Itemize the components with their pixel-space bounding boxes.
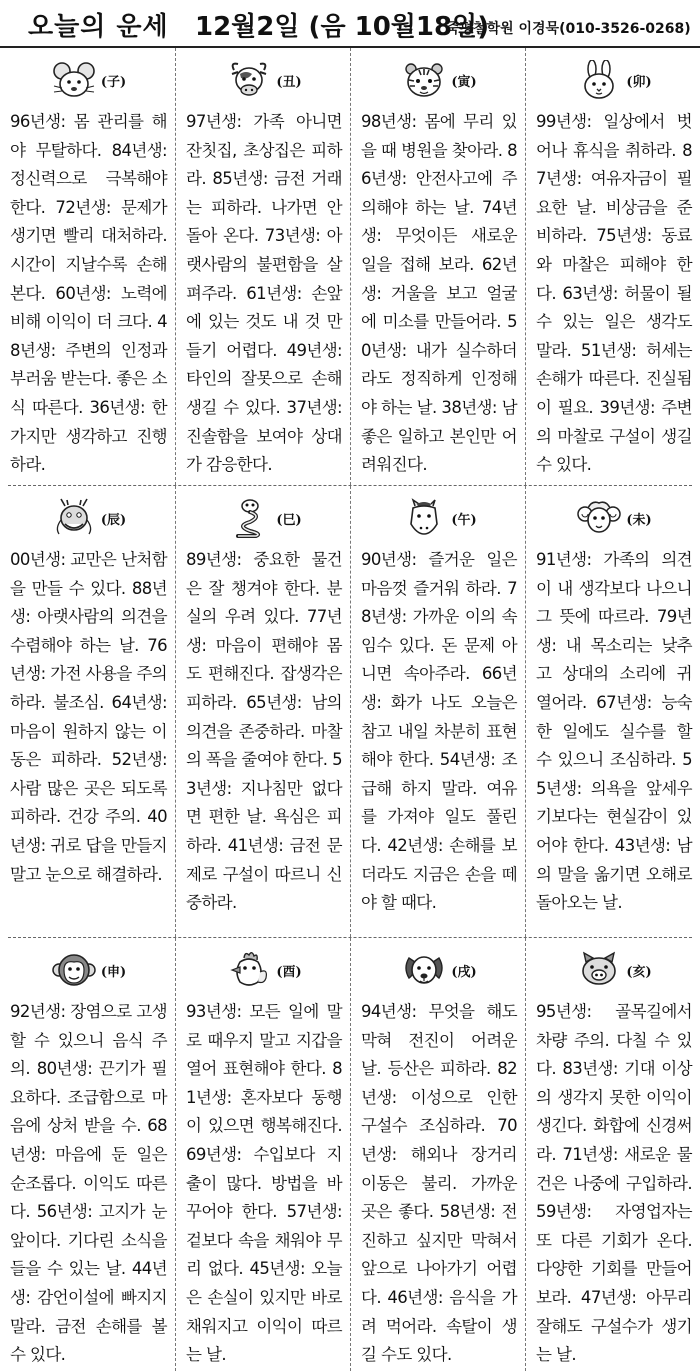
fortune-cell-dog	[350, 938, 525, 1371]
fortune-cell-dragon	[0, 486, 175, 937]
branch-label: (巳)	[276, 512, 302, 528]
rooster-icon	[226, 950, 272, 990]
page-header	[0, 0, 700, 48]
branch-label: (辰)	[100, 512, 127, 528]
page-title: 오늘의 운세	[28, 12, 169, 42]
fortune-text: 92년생: 장염으로 고생할 수 있으니 음식 주의. 80년생: 끈기가 필요하다. 조급함으로 마음에 상처 받을 수. 68년생: 마음에 둔 일은 순조롭다. 이익도 따른다. 56년생: 고지가 눈앞이다. 기다린 소식을 들을 수 있는 날. 44년생: 감언이설에 빠지지 말라. 금전 손해를 볼 수 있다.	[10, 1002, 167, 1365]
horse-icon	[401, 498, 447, 538]
branch-label: (午)	[451, 512, 477, 528]
branch-label: (卯)	[626, 74, 652, 90]
pig-icon	[576, 950, 622, 990]
date-label: 12월2일 (음 10월18일)	[195, 12, 490, 42]
fortune-text: 94년생: 무엇을 해도 막혀 전진이 어려운 날. 등산은 피하라. 82년생: 이성으로 인한 구설수 조심하라. 70년생: 해외나 장거리 이동은 불리. 가까운 곳은 좋다. 58년생: 전진하고 싶지만 막혀서 앞으로 나아가기 어렵다. 46년생: 음식을 가려 먹어라. 속탈이 생길 수도 있다.	[361, 1002, 517, 1365]
fortune-row	[0, 938, 700, 1371]
fortune-cell-rabbit	[525, 48, 700, 485]
rat-icon	[51, 60, 97, 100]
fortune-text: 91년생: 가족의 의견이 내 생각보다 나으니 그 뜻에 따르라. 79년생: 내 목소리는 낮추고 상대의 소리에 귀 열어라. 67년생: 능숙한 일에도 실수를 할 수 있으니 조심하라. 55년생: 의욕을 앞세우기보다는 현실감이 있어야 한다. 43년생: 남의 말을 옮기면 오해로 돌아오는 날.	[536, 550, 692, 913]
fortune-cell-sheep	[525, 486, 700, 937]
branch-label: (戌)	[451, 964, 477, 980]
fortune-cell-pig	[525, 938, 700, 1371]
branch-label: (申)	[100, 964, 127, 980]
monkey-icon	[51, 950, 97, 990]
fortune-grid	[0, 48, 700, 1371]
ox-icon	[226, 60, 272, 100]
branch-label: (未)	[626, 512, 652, 528]
fortune-text: 95년생: 골목길에서 차량 주의. 다칠 수 있다. 83년생: 기대 이상의 생각지 못한 이익이 생긴다. 화합에 신경써라. 71년생: 새로운 물건은 나중에 구입하라. 59년생: 자영업자는 또 다른 기회가 온다. 다양한 기회를 만들어 보라. 47년생: 아무리 잘해도 구설수가 생기는 날.	[536, 1002, 692, 1365]
dog-icon	[401, 950, 447, 990]
fortune-text: 98년생: 몸에 무리 있을 때 병원을 찾아라. 86년생: 안전사고에 주의해야 하는 날. 74년생: 무엇이든 새로운 일을 접해 보라. 62년생: 거울을 보고 얼굴에 미소를 만들어라. 50년생: 내가 실수하더라도 정직하게 인정해야 하는 날. 38년생: 남 좋은 일하고 본인만 어려워진다.	[361, 112, 517, 475]
sheep-icon	[576, 498, 622, 538]
dragon-icon	[51, 498, 97, 538]
rabbit-icon	[576, 60, 622, 100]
fortune-cell-monkey	[0, 938, 175, 1371]
fortune-row	[0, 48, 700, 485]
fortune-text: 00년생: 교만은 난처함을 만들 수 있다. 88년생: 아랫사람의 의견을 수렴해야 하는 날. 76년생: 가전 사용을 주의하라. 불조심. 64년생: 마음이 원하지 않는 이동은 피하라. 52년생: 사람 많은 곳은 되도록 피하라. 건강 주의. 40년생: 귀로 답을 만들지 말고 눈으로 해결하라.	[10, 550, 167, 884]
fortune-cell-rooster	[175, 938, 350, 1371]
fortune-row	[0, 486, 700, 937]
fortune-text: 89년생: 중요한 물건은 잘 챙겨야 한다. 분실의 우려 있다. 77년생: 마음이 편해야 몸도 편해진다. 잡생각은 피하라. 65년생: 남의 의견을 존중하라. 마찰의 폭을 줄여야 한다. 53년생: 지나침만 없다면 편한 날. 욕심은 피하라. 41년생: 금전 문제로 구설이 따르니 신중하라.	[186, 550, 342, 913]
author-credit: 죽평철학원 이경묵(010-3526-0268)	[446, 21, 691, 37]
branch-label: (酉)	[276, 964, 302, 980]
fortune-text: 93년생: 모든 일에 말로 때우지 말고 지갑을 열어 표현해야 한다. 81년생: 혼자보다 동행이 있으면 행복해진다. 69년생: 수입보다 지출이 많다. 방법을 바꾸어야 한다. 57년생: 겉보다 속을 채워야 무리 없다. 45년생: 오늘은 손실이 있지만 바로 채워지고 이익이 따르는 날.	[186, 1002, 342, 1365]
fortune-cell-horse	[350, 486, 525, 937]
fortune-text: 99년생: 일상에서 벗어나 휴식을 취하라. 87년생: 여유자금이 필요한 날. 비상금을 준비하라. 75년생: 동료와 마찰은 피해야 한다. 63년생: 허물이 될 수 있는 일은 생각도 말라. 51년생: 허세는 손해가 따른다. 진실됨이 필요. 39년생: 주변의 마찰로 구설이 생길 수 있다.	[536, 112, 692, 475]
fortune-text: 96년생: 몸 관리를 해야 무탈하다. 84년생: 정신력으로 극복해야 한다. 72년생: 문제가 생기면 빨리 대처하라. 시간이 지날수록 손해 본다. 60년생: 노력에 비해 이익이 더 크다. 48년생: 주변의 인정과 부러움 받는다. 좋은 소식 따른다. 36년생: 한 가지만 생각하고 진행하라.	[10, 112, 167, 475]
snake-icon	[226, 498, 272, 538]
fortune-text: 90년생: 즐거운 일은 마음껏 즐거워 하라. 78년생: 가까운 이의 속임수 있다. 돈 문제 아니면 속아주라. 66년생: 화가 나도 오늘은 참고 내일 차분히 표현해야 한다. 54년생: 조급해 하지 말라. 여유를 가져야 일도 풀린다. 42년생: 손해를 보더라도 지금은 손을 떼야 할 때다.	[361, 550, 517, 913]
tiger-icon	[401, 60, 447, 100]
fortune-cell-ox	[175, 48, 350, 485]
branch-label: (丑)	[276, 74, 302, 90]
branch-label: (寅)	[451, 74, 477, 90]
fortune-cell-snake	[175, 486, 350, 937]
fortune-cell-rat	[0, 48, 175, 485]
fortune-text: 97년생: 가족 아니면 잔칫집, 초상집은 피하라. 85년생: 금전 거래는 피하라. 나가면 안돌아 온다. 73년생: 아랫사람의 불편함을 살펴주라. 61년생: 손앞에 있는 것도 내 것 만들기 어렵다. 49년생: 타인의 잘못으로 손해 생길 수 있다. 37년생: 진솔함을 보여야 상대가 감응한다.	[186, 112, 342, 475]
branch-label: (子)	[100, 74, 127, 90]
branch-label: (亥)	[626, 964, 652, 980]
fortune-cell-tiger	[350, 48, 525, 485]
